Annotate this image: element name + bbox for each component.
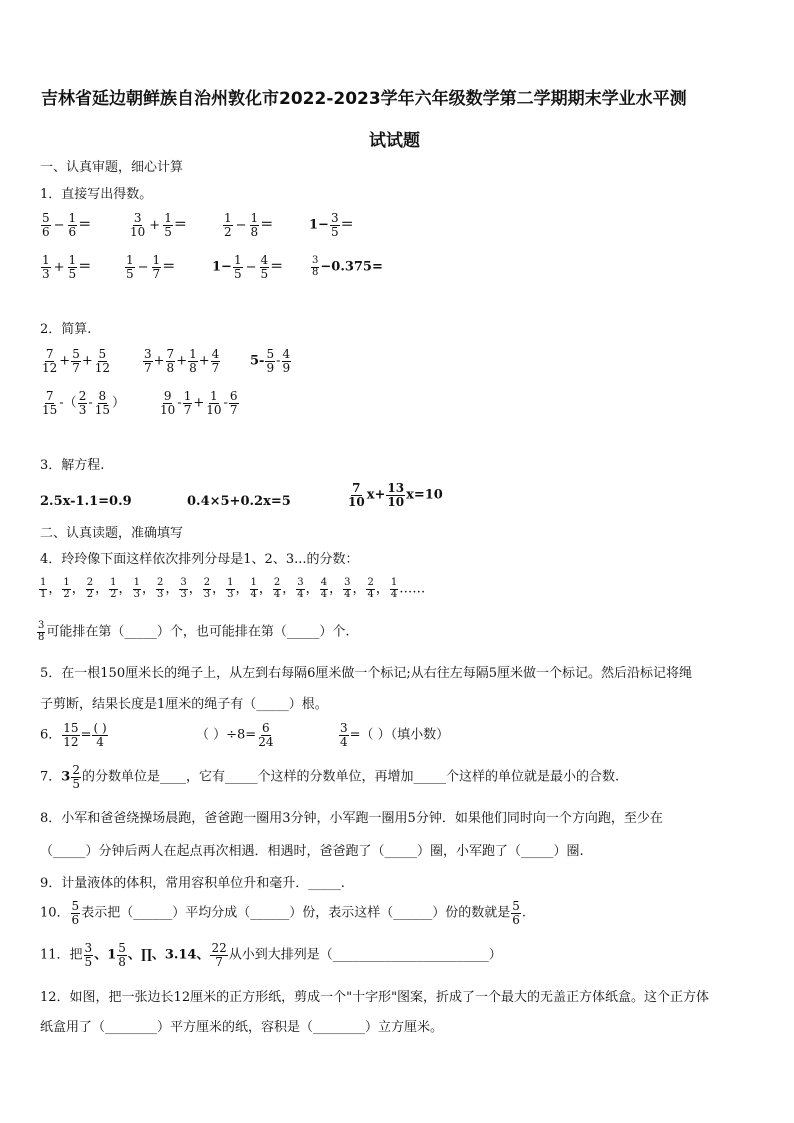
sequence-separator: ……: [399, 581, 426, 597]
fraction: $\frac{5}{9}$: [266, 347, 275, 375]
fraction: $\frac{3}{4}$: [340, 721, 348, 749]
q1-item: $\frac{5}{6}$ − $\frac{1}{6}$ ＝: [42, 211, 92, 239]
sequence-fraction: $\frac{1}{3}$: [227, 577, 234, 600]
q1-label: 1．直接写出得数。: [40, 187, 153, 202]
fraction: $\frac{3}{8}$: [312, 255, 319, 278]
q10-question: 10． $\frac{5}{6}$ 表示把（______）平均分成（______）份，表示这样（______）份的数就是 $\frac{5}{6}$ .: [40, 899, 526, 927]
q2-expression: 5- $\frac{5}{9}$ - $\frac{4}{9}$: [250, 347, 291, 375]
fraction: $\frac{4}{7}$: [211, 347, 220, 375]
q8-line-1: 8．小军和爸爸绕操场晨跑，爸爸跑一圈用3分钟，小军跑一圈用5分钟．如果他们同时向一个方向跑，至少在: [40, 811, 663, 826]
fraction: $\frac{5}{7}$: [72, 347, 80, 375]
fraction: $\frac{9}{10}$: [160, 389, 176, 417]
fraction: $\frac{1}{8}$: [250, 211, 259, 239]
sequence-separator: ，: [258, 581, 272, 597]
sequence-separator: ，: [141, 581, 155, 597]
q6-equation-1: 6． $\frac{15}{12}$ = $\frac{( )}{4}$: [40, 721, 107, 749]
fraction: $\frac{1}{7}$: [152, 253, 161, 281]
q1-item: 1− $\frac{1}{5}$ − $\frac{4}{5}$ ＝: [212, 253, 284, 281]
sequence-fraction: $\frac{1}{2}$: [110, 577, 117, 600]
q1-item: $\frac{1}{5}$ − $\frac{1}{7}$ ＝: [126, 253, 176, 281]
fraction: $\frac{4}{9}$: [282, 347, 291, 375]
q6-equation-3: $\frac{3}{4}$ =（ ）（填小数）: [340, 721, 450, 749]
sequence-separator: ，: [212, 581, 226, 597]
q11-question: 11．把 $\frac{3}{5}$ 、1 $\frac{5}{8}$ 、∏、3.14、 $\frac{22}{7}$ 从小到大排列是（________________________）: [40, 941, 502, 969]
sequence-fraction: $\frac{2}{3}$: [203, 577, 211, 600]
sequence-separator: ，: [95, 581, 109, 597]
sequence-fraction: $\frac{4}{4}$: [320, 577, 328, 600]
fraction: $\frac{5}{12}$: [94, 347, 111, 375]
fraction: $\frac{1}{6}$: [68, 211, 77, 239]
sequence-separator: ，: [235, 581, 249, 597]
sequence-fraction: $\frac{3}{3}$: [180, 577, 187, 600]
sequence-separator: ，: [165, 581, 179, 597]
fraction: $\frac{6}{7}$: [229, 389, 238, 417]
sequence-fraction: $\frac{2}{4}$: [273, 577, 281, 600]
q3-equation-2: 0.4×5+0.2x=5: [187, 494, 291, 509]
q3-label: 3．解方程.: [40, 458, 105, 473]
sequence-separator: ，: [329, 581, 343, 597]
fraction: $\frac{15}{12}$: [63, 721, 79, 749]
q9-question: 9．计量液体的体积，常用容积单位升和毫升．_____.: [40, 876, 345, 891]
sequence-fraction: $\frac{2}{3}$: [156, 577, 164, 600]
fraction: $\frac{1}{5}$: [164, 211, 172, 239]
q5-line-1: 5．在一根150厘米长的绳子上，从左到右每隔6厘米做一个标记;从右往左每隔5厘米做一个标记。然后沿标记将绳: [40, 666, 693, 681]
fraction: $\frac{2}{5}$: [72, 763, 80, 791]
fraction: $\frac{2}{3}$: [78, 389, 87, 417]
fraction: $\frac{8}{15}$: [94, 389, 111, 417]
q2-label: 2．简算.: [40, 322, 92, 337]
fraction: $\frac{7}{15}$: [42, 389, 58, 417]
sequence-fraction: $\frac{1}{2}$: [63, 577, 70, 600]
q1-item: $\frac{3}{8}$ −0.375=: [312, 255, 383, 278]
q6-equation-2: （ ）÷8= $\frac{6}{24}$: [196, 721, 274, 749]
q1-item: $\frac{1}{2}$ − $\frac{1}{8}$ ＝: [224, 211, 274, 239]
fraction: $\frac{5}{6}$: [512, 899, 520, 927]
sequence-separator: ，: [118, 581, 132, 597]
fraction: $\frac{7}{12}$: [42, 347, 58, 375]
fraction: $\frac{( )}{4}$: [93, 721, 107, 749]
q5-line-2: 子剪断，结果长度是1厘米的绳子有（_____）根。: [40, 697, 328, 712]
q4-label: 4．玲玲像下面这样依次排列分母是1、2、3...的分数：: [40, 552, 359, 567]
fraction: $\frac{1}{5}$: [233, 253, 242, 281]
q2-expression: $\frac{3}{7}$ + $\frac{7}{8}$ + $\frac{1}{8}$ + $\frac{4}{7}$: [144, 347, 220, 375]
sequence-separator: ，: [305, 581, 319, 597]
section-2-heading: 二、认真读题，准确填写: [40, 526, 184, 541]
fraction: $\frac{13}{10}$: [387, 481, 405, 509]
fraction: $\frac{4}{5}$: [260, 253, 269, 281]
sequence-separator: ，: [71, 581, 85, 597]
fraction: $\frac{5}{6}$: [42, 211, 50, 239]
fraction: $\frac{3}{8}$: [38, 620, 45, 643]
fraction: $\frac{7}{10}$: [348, 481, 365, 509]
fraction: $\frac{1}{5}$: [126, 253, 134, 281]
fraction: $\frac{5}{6}$: [71, 899, 80, 927]
title-line-1: 吉林省延边朝鲜族自治州敦化市2022-2023学年六年级数学第二学期期末学业水平测: [41, 89, 687, 109]
q1-item: 1− $\frac{3}{5}$ ＝: [309, 211, 354, 239]
fraction: $\frac{1}{7}$: [183, 389, 192, 417]
sequence-fraction: $\frac{1}{4}$: [390, 577, 398, 600]
fraction: $\frac{6}{24}$: [258, 721, 274, 749]
q1-item: $\frac{3}{10}$ + $\frac{1}{5}$ ＝: [130, 211, 187, 239]
q2-expression: $\frac{7}{15}$ -（ $\frac{2}{3}$ - $\frac{8}{15}$ ）: [42, 389, 126, 417]
sequence-fraction: $\frac{1}{1}$: [40, 577, 47, 600]
q7-question: 7．3 $\frac{2}{5}$ 的分数单位是____，它有_____个这样的分数单位，再增加_____个这样的单位就是最小的合数.: [40, 763, 620, 791]
q1-item: $\frac{1}{3}$ + $\frac{1}{5}$ ＝: [42, 253, 92, 281]
sequence-separator: ，: [375, 581, 389, 597]
fraction: $\frac{1}{5}$: [68, 253, 77, 281]
title-line-2: 试试题: [369, 131, 420, 151]
q12-line-1: 12．如图，把一张边长12厘米的正方形纸，剪成一个"十字形"图案，折成了一个最大的无盖正方体纸盒。这个正方体: [40, 990, 710, 1005]
fraction: $\frac{1}{3}$: [42, 253, 50, 281]
fraction: $\frac{1}{10}$: [206, 389, 222, 417]
sequence-fraction: $\frac{3}{4}$: [344, 577, 351, 600]
q4-fraction-sequence: [38, 578, 425, 600]
sequence-fraction: $\frac{1}{3}$: [133, 577, 140, 600]
q12-line-2: 纸盒用了（________）平方厘米的纸，容积是（________）立方厘米。: [40, 1020, 444, 1035]
fraction: $\frac{5}{8}$: [118, 941, 126, 969]
q2-expression: $\frac{7}{12}$ + $\frac{5}{7}$ + $\frac{5}{12}$: [42, 347, 111, 375]
q8-line-2: （_____）分钟后两人在起点再次相遇．相遇时，爸爸跑了（_____）圈，小军跑了（_____）圈.: [40, 844, 584, 859]
sequence-fraction: $\frac{1}{4}$: [250, 577, 257, 600]
fraction: $\frac{3}{10}$: [130, 211, 146, 239]
q3-equation-1: 2.5x-1.1=0.9: [40, 494, 132, 509]
q3-equation-3: $\frac{7}{10}$ x+ $\frac{13}{10}$ x=10: [348, 481, 443, 509]
fraction: $\frac{22}{7}$: [211, 941, 227, 969]
fraction: $\frac{3}{7}$: [144, 347, 152, 375]
fraction: $\frac{3}{5}$: [84, 941, 93, 969]
sequence-separator: ，: [48, 581, 62, 597]
sequence-fraction: $\frac{2}{4}$: [367, 577, 374, 600]
section-1-heading: 一、认真审题，细心计算: [40, 160, 184, 175]
sequence-separator: ，: [282, 581, 296, 597]
sequence-fraction: $\frac{2}{2}$: [86, 577, 94, 600]
sequence-fraction: $\frac{3}{4}$: [297, 577, 304, 600]
sequence-separator: ，: [352, 581, 366, 597]
sequence-separator: ，: [188, 581, 202, 597]
fraction: $\frac{1}{8}$: [189, 347, 197, 375]
q2-expression: $\frac{9}{10}$ - $\frac{1}{7}$ + $\frac{1}{10}$ - $\frac{6}{7}$: [160, 389, 238, 417]
q4-question: $\frac{3}{8}$ 可能排在第（_____）个，也可能排在第（_____）个.: [38, 620, 350, 643]
fraction: $\frac{1}{2}$: [224, 211, 232, 239]
fraction: $\frac{3}{5}$: [330, 211, 339, 239]
fraction: $\frac{7}{8}$: [166, 347, 175, 375]
